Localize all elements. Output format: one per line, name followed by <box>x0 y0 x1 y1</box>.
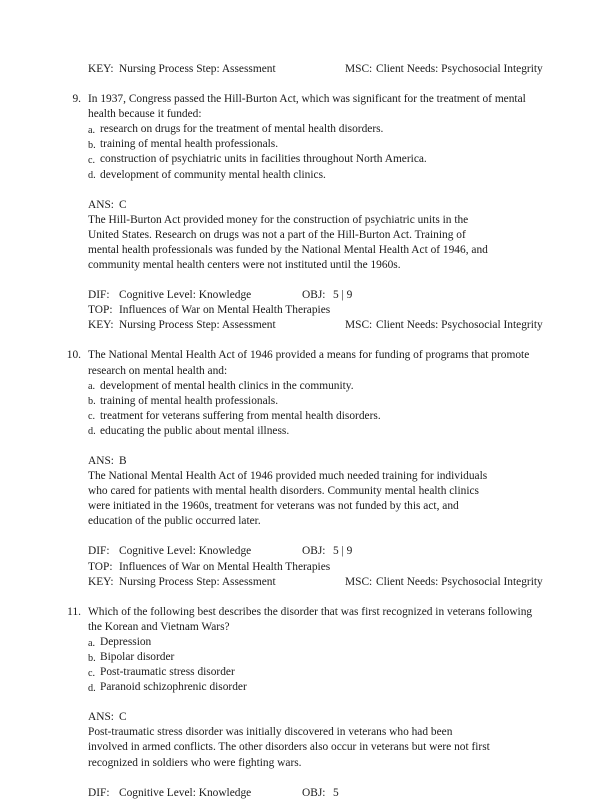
obj-value: 5 <box>333 786 339 799</box>
option-letter: d. <box>88 682 96 694</box>
dif-value: Cognitive Level: Knowledge <box>119 545 252 558</box>
msc-label: MSC: <box>345 319 373 332</box>
list-item[interactable] <box>61 152 539 167</box>
metadata-row-dif <box>88 288 539 303</box>
spacer <box>61 333 539 348</box>
question-stem-text: In 1937, Congress passed the Hill-Burton Act, which was significant for the treatment of mental health because it funded: <box>88 93 526 121</box>
key-value: Nursing Process Step: Assessment <box>119 319 276 332</box>
obj-label: OBJ: <box>302 289 326 302</box>
spacer <box>61 529 539 544</box>
dif-value: Cognitive Level: Knowledge <box>119 786 252 799</box>
spacer <box>61 771 539 786</box>
answer-line <box>88 198 539 213</box>
page-content <box>61 62 543 801</box>
dif-label: DIF: <box>88 289 110 302</box>
list-item[interactable] <box>61 137 539 152</box>
answer-value: C <box>119 198 127 211</box>
header-msc-label: MSC: <box>345 63 373 75</box>
option-letter: c. <box>88 411 96 423</box>
list-item[interactable] <box>61 424 539 439</box>
option-list <box>61 122 539 182</box>
list-item[interactable] <box>61 680 539 695</box>
list-item[interactable] <box>61 168 539 183</box>
rationale-text: Post-traumatic stress disorder was initially discovered in veterans who had been involved in armed conflicts. The other disorders also occur in veterans but were not first recognized in soldiers who were fighting wars. <box>88 726 490 769</box>
answer-block <box>61 198 539 273</box>
top-value: Influences of War on Mental Health Therapies <box>119 304 331 317</box>
question-stem <box>61 92 539 122</box>
option-text: training of mental health professionals. <box>100 394 279 407</box>
question-block <box>61 92 543 333</box>
spacer <box>61 77 539 92</box>
top-value: Influences of War on Mental Health Therapies <box>119 560 331 573</box>
obj-label: OBJ: <box>302 786 326 799</box>
option-list <box>61 635 539 695</box>
key-label: KEY: <box>88 319 114 332</box>
option-text: educating the public about mental illness. <box>100 424 290 437</box>
option-text: construction of psychiatric units in facilities throughout North America. <box>100 153 427 166</box>
answer-value: B <box>119 454 127 467</box>
obj-value: 5 | 9 <box>333 289 353 302</box>
answer-label: ANS: <box>88 711 114 724</box>
spacer <box>61 183 539 198</box>
question-number: 11. <box>67 605 81 618</box>
msc-value: Client Needs: Psychosocial Integrity <box>376 575 543 588</box>
question-number: 10. <box>66 349 81 362</box>
option-text: Paranoid schizophrenic disorder <box>100 681 247 694</box>
option-letter: c. <box>88 155 96 167</box>
option-letter: d. <box>88 426 96 438</box>
rationale-text: The National Mental Health Act of 1946 provided much needed training for individuals who cared for patients with mental health disorders. Community mental health clinics were initiated in the 1960s, treatment for veterans was not funded by this act, and education of the public occurred later. <box>88 470 488 528</box>
option-text: Depression <box>100 635 152 648</box>
option-list <box>61 379 539 439</box>
metadata-row-top <box>88 560 539 575</box>
list-item[interactable] <box>61 394 539 409</box>
option-letter: a. <box>88 381 96 393</box>
question-block <box>61 605 539 801</box>
option-letter: a. <box>88 637 96 649</box>
option-text: development of community mental health clinics. <box>100 168 326 181</box>
metadata-row-dif <box>88 786 539 801</box>
answer-label: ANS: <box>88 198 114 211</box>
option-letter: c. <box>88 667 96 679</box>
metadata-block <box>61 786 539 801</box>
option-letter: a. <box>88 124 96 136</box>
option-text: Post-traumatic stress disorder <box>100 666 235 679</box>
list-item[interactable] <box>61 409 539 424</box>
header-msc-value: Client Needs: Psychosocial Integrity <box>376 63 543 75</box>
dif-label: DIF: <box>88 545 110 558</box>
option-text: development of mental health clinics in the community. <box>100 379 354 392</box>
option-letter: b. <box>88 396 96 408</box>
answer-block <box>61 454 539 529</box>
msc-label: MSC: <box>345 575 373 588</box>
dif-value: Cognitive Level: Knowledge <box>119 289 252 302</box>
list-item[interactable] <box>61 635 539 650</box>
option-text: research on drugs for the treatment of mental health disorders. <box>100 123 384 136</box>
obj-value: 5 | 9 <box>333 545 353 558</box>
question-stem <box>61 348 539 378</box>
option-text: Bipolar disorder <box>100 651 175 663</box>
metadata-block <box>61 288 543 333</box>
spacer <box>61 273 539 288</box>
spacer <box>61 439 539 454</box>
list-item[interactable] <box>61 379 539 394</box>
list-item[interactable] <box>61 665 539 680</box>
answer-line <box>88 454 539 469</box>
spacer <box>61 590 539 605</box>
list-item[interactable] <box>61 122 539 137</box>
question-block <box>61 348 543 589</box>
header-key-value: Nursing Process Step: Assessment <box>119 63 276 75</box>
obj-label: OBJ: <box>302 545 326 558</box>
metadata-row-key <box>88 318 543 333</box>
answer-line <box>88 710 539 725</box>
option-text: treatment for veterans suffering from mental health disorders. <box>100 409 381 422</box>
metadata-block <box>61 544 543 589</box>
dif-label: DIF: <box>88 786 110 799</box>
answer-label: ANS: <box>88 454 114 467</box>
question-stem-text: The National Mental Health Act of 1946 provided a means for funding of programs that promote research on mental health and: <box>88 349 530 377</box>
question-number: 9. <box>72 93 81 106</box>
option-text: training of mental health professionals. <box>100 138 279 151</box>
option-letter: d. <box>88 170 96 182</box>
header-key-label: KEY: <box>88 63 114 75</box>
metadata-row-top <box>88 303 539 318</box>
list-item[interactable] <box>61 650 539 665</box>
header-key-line <box>61 62 543 77</box>
key-value: Nursing Process Step: Assessment <box>119 575 276 588</box>
question-stem <box>61 605 539 635</box>
metadata-row-dif <box>88 544 539 559</box>
top-label: TOP: <box>88 560 113 573</box>
answer-block <box>61 710 539 770</box>
option-letter: b. <box>88 652 96 664</box>
top-label: TOP: <box>88 304 113 317</box>
question-stem-text: Which of the following best describes the disorder that was first recognized in veterans following the Korean and Vietnam Wars? <box>88 605 533 633</box>
msc-value: Client Needs: Psychosocial Integrity <box>376 319 543 332</box>
spacer <box>61 695 539 710</box>
key-label: KEY: <box>88 575 114 588</box>
option-letter: b. <box>88 139 96 151</box>
metadata-row-key <box>88 575 543 590</box>
answer-value: C <box>119 711 127 724</box>
rationale-text: The Hill-Burton Act provided money for the construction of psychiatric units in the United States. Research on drugs was not a part of the Hill-Burton Act. Training of mental health professionals was funded by the National Mental Health Act of 1946, and community mental health centers were not instituted until the 1960s. <box>88 213 488 272</box>
